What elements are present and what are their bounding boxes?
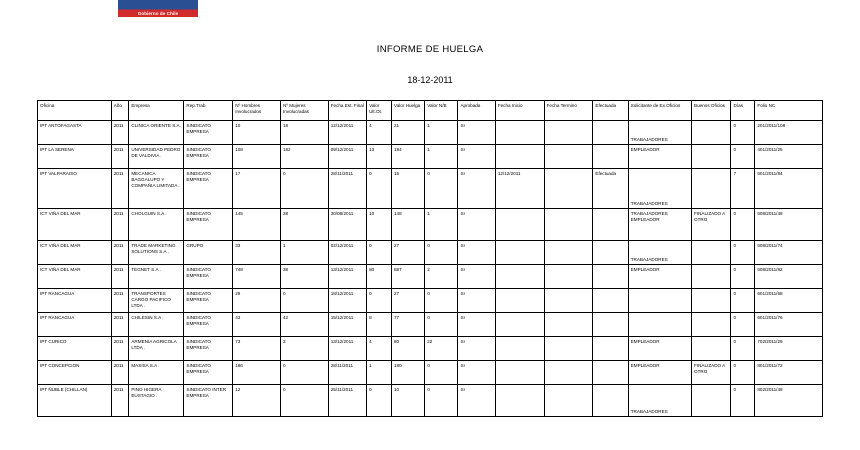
document-date: 18-12-2011: [407, 75, 453, 85]
executed-cell: [593, 337, 628, 361]
strike-value-cell: 194: [392, 145, 425, 169]
company-cell: TRADE MARKETING SOLUTIONS S.A .: [129, 241, 184, 265]
nb-value-cell: 0: [425, 289, 458, 313]
requester-cell: EMPLEADOR: [628, 337, 691, 361]
oficina-cell: ICT VIÑA DEL MAR: [38, 241, 112, 265]
column-header: Fecha Termino: [544, 101, 593, 121]
representation-cell: SINDICATO EMPRESA: [184, 313, 233, 337]
oficina-cell: ICT VIÑA DEL MAR: [38, 209, 112, 241]
requester-cell: TRABAJADORES: [628, 385, 691, 417]
end-date-cell: 28/11/2011: [328, 169, 366, 209]
men-count-cell: 186: [233, 361, 281, 385]
strike-value-cell: 887: [392, 265, 425, 289]
executed-cell: [593, 209, 628, 241]
finish-date-cell: [544, 209, 593, 241]
end-date-cell: 28/11/2011: [328, 361, 366, 385]
table-row: [38, 145, 823, 169]
approved-cell: SI: [458, 121, 495, 145]
company-cell: MASISA S.A .: [129, 361, 184, 385]
days-cell: 0: [731, 313, 755, 337]
nb-value-cell: 1: [425, 121, 458, 145]
women-count-cell: 0: [280, 361, 328, 385]
days-cell: 0: [731, 385, 755, 417]
good-offices-cell: FINALIZADO A OTRO: [692, 361, 731, 385]
good-offices-cell: [692, 145, 731, 169]
approved-cell: SI: [458, 361, 495, 385]
nb-value-cell: 2: [425, 265, 458, 289]
folio-cell: 508/2011/82: [755, 265, 823, 289]
company-cell: UNIVERSIDAD PEDRO DE VALDIVIA .: [129, 145, 184, 169]
nb-value-cell: 22: [425, 337, 458, 361]
women-count-cell: 42: [280, 313, 328, 337]
finish-date-cell: [544, 145, 593, 169]
column-header: Oficina: [38, 101, 112, 121]
last-offer-cell: 0: [367, 241, 392, 265]
oficina-cell: IPT ANTOFAGASTA: [38, 121, 112, 145]
oficina-cell: IPT LA SERENA: [38, 145, 112, 169]
start-date-cell: [495, 265, 544, 289]
year-cell: 2011: [111, 209, 129, 241]
company-cell: CLINICA ORIENTE S.A.: [129, 121, 184, 145]
strike-value-cell: 180: [392, 361, 425, 385]
column-header: Solicitante de Ex.Oficios: [628, 101, 691, 121]
nb-value-cell: 0: [425, 385, 458, 417]
women-count-cell: 18: [280, 121, 328, 145]
men-count-cell: 73: [233, 337, 281, 361]
column-header: Buenos Oficios: [692, 101, 731, 121]
finish-date-cell: [544, 169, 593, 209]
end-date-cell: 25/11/2011: [328, 385, 366, 417]
requester-cell: [628, 289, 691, 313]
finish-date-cell: [544, 337, 593, 361]
folio-cell: 201/2011/108: [755, 121, 823, 145]
column-header: Nº Hombres Involucrados: [233, 101, 281, 121]
end-date-cell: 02/12/2011: [328, 241, 366, 265]
finish-date-cell: [544, 289, 593, 313]
approved-cell: SI: [458, 169, 495, 209]
men-count-cell: 17: [233, 169, 281, 209]
executed-cell: [593, 289, 628, 313]
year-cell: 2011: [111, 121, 129, 145]
company-cell: CHOLGUIN S.A .: [129, 209, 184, 241]
approved-cell: SI: [458, 313, 495, 337]
men-count-cell: 108: [233, 145, 281, 169]
representation-cell: SINDICATO INTER EMPRESA: [184, 385, 233, 417]
last-offer-cell: 8: [367, 313, 392, 337]
strike-report-table: [37, 100, 823, 417]
representation-cell: SINDICATO EMPRESA: [184, 121, 233, 145]
nb-value-cell: 1: [425, 145, 458, 169]
table-row: [38, 209, 823, 241]
representation-cell: SINDICATO EMPRESA: [184, 209, 233, 241]
requester-cell: [628, 313, 691, 337]
finish-date-cell: [544, 361, 593, 385]
executed-cell: [593, 385, 628, 417]
year-cell: 2011: [111, 169, 129, 209]
men-count-cell: 12: [233, 385, 281, 417]
executed-cell: Efectuada: [593, 169, 628, 209]
nb-value-cell: 1: [425, 209, 458, 241]
last-offer-cell: 4: [367, 121, 392, 145]
strike-value-cell: 15: [392, 169, 425, 209]
year-cell: 2011: [111, 385, 129, 417]
year-cell: 2011: [111, 337, 129, 361]
approved-cell: SI: [458, 289, 495, 313]
good-offices-cell: [692, 169, 731, 209]
end-date-cell: 13/12/2011: [328, 337, 366, 361]
strike-value-cell: 27: [392, 289, 425, 313]
finish-date-cell: [544, 121, 593, 145]
column-header: Rep.Trab.: [184, 101, 233, 121]
last-offer-cell: 13: [367, 145, 392, 169]
nb-value-cell: 0: [425, 169, 458, 209]
men-count-cell: 748: [233, 265, 281, 289]
folio-cell: 508/2011/48: [755, 209, 823, 241]
start-date-cell: [495, 361, 544, 385]
good-offices-cell: [692, 121, 731, 145]
good-offices-cell: [692, 241, 731, 265]
last-offer-cell: 4: [367, 337, 392, 361]
end-date-cell: 30/08/2011: [328, 209, 366, 241]
nb-value-cell: 0: [425, 361, 458, 385]
representation-cell: SINDICATO EMPRESA: [184, 337, 233, 361]
table-header-row: [38, 101, 823, 121]
finish-date-cell: [544, 265, 593, 289]
strike-value-cell: 148: [392, 209, 425, 241]
good-offices-cell: [692, 337, 731, 361]
men-count-cell: 33: [233, 241, 281, 265]
men-count-cell: 10: [233, 121, 281, 145]
oficina-cell: IPT RANCAGUA: [38, 313, 112, 337]
oficina-cell: IPT RANCAGUA: [38, 289, 112, 313]
year-cell: 2011: [111, 289, 129, 313]
column-header: Días: [731, 101, 755, 121]
nb-value-cell: 0: [425, 313, 458, 337]
table-row: [38, 385, 823, 417]
men-count-cell: 145: [233, 209, 281, 241]
year-cell: 2011: [111, 145, 129, 169]
year-cell: 2011: [111, 313, 129, 337]
start-date-cell: [495, 289, 544, 313]
folio-cell: 601/2011/68: [755, 289, 823, 313]
oficina-cell: IPT ÑUBLE (CHILLAN): [38, 385, 112, 417]
good-offices-cell: [692, 385, 731, 417]
column-header: Nº Mujeres Involucradas: [280, 101, 328, 121]
executed-cell: [593, 265, 628, 289]
start-date-cell: [495, 241, 544, 265]
table-row: [38, 265, 823, 289]
executed-cell: [593, 145, 628, 169]
approved-cell: SI: [458, 385, 495, 417]
last-offer-cell: 10: [367, 209, 392, 241]
end-date-cell: 13/12/2011: [328, 265, 366, 289]
start-date-cell: [495, 313, 544, 337]
table-row: [38, 337, 823, 361]
women-count-cell: 3: [280, 337, 328, 361]
days-cell: 0: [731, 265, 755, 289]
table-row: [38, 121, 823, 145]
strike-value-cell: 80: [392, 337, 425, 361]
executed-cell: [593, 121, 628, 145]
table-row: [38, 241, 823, 265]
requester-cell: TRABAJADORES: [628, 121, 691, 145]
oficina-cell: IPT CONCEPCION: [38, 361, 112, 385]
company-cell: CHILESIN S.A .: [129, 313, 184, 337]
company-cell: MECANICA BAGGALUPO Y COMPAÑIA LIMITADA .: [129, 169, 184, 209]
representation-cell: GRUPO: [184, 241, 233, 265]
days-cell: 0: [731, 361, 755, 385]
men-count-cell: 43: [233, 313, 281, 337]
good-offices-cell: [692, 265, 731, 289]
year-cell: 2011: [111, 241, 129, 265]
start-date-cell: [495, 145, 544, 169]
executed-cell: [593, 313, 628, 337]
folio-cell: 702/2011/29: [755, 337, 823, 361]
document-title: INFORME DE HUELGA: [376, 44, 484, 55]
strike-value-cell: 27: [392, 241, 425, 265]
year-cell: 2011: [111, 265, 129, 289]
days-cell: 0: [731, 209, 755, 241]
folio-cell: 508/2011/74: [755, 241, 823, 265]
executed-cell: [593, 241, 628, 265]
column-header: Fecha Inicio: [495, 101, 544, 121]
good-offices-cell: [692, 289, 731, 313]
women-count-cell: 182: [280, 145, 328, 169]
finish-date-cell: [544, 313, 593, 337]
gobierno-logo: [118, 0, 198, 17]
column-header: Valor N/B: [425, 101, 458, 121]
folio-cell: 801/2011/72: [755, 361, 823, 385]
oficina-cell: IPT VALPARAISO: [38, 169, 112, 209]
last-offer-cell: 0: [367, 169, 392, 209]
finish-date-cell: [544, 241, 593, 265]
approved-cell: SI: [458, 265, 495, 289]
end-date-cell: 15/12/2011: [328, 313, 366, 337]
column-header: Fecha Est. Final: [328, 101, 366, 121]
days-cell: 0: [731, 337, 755, 361]
start-date-cell: 12/12/2011: [495, 169, 544, 209]
start-date-cell: [495, 121, 544, 145]
column-header: Aprobada: [458, 101, 495, 121]
oficina-cell: ICT VIÑA DEL MAR: [38, 265, 112, 289]
requester-cell: EMPLEADOR: [628, 361, 691, 385]
folio-cell: 501/2011/84: [755, 169, 823, 209]
days-cell: 0: [731, 145, 755, 169]
women-count-cell: 28: [280, 209, 328, 241]
start-date-cell: [495, 209, 544, 241]
representation-cell: SINDICATO EMPRESA: [184, 169, 233, 209]
company-cell: TEGNET S.A .: [129, 265, 184, 289]
days-cell: 0: [731, 241, 755, 265]
women-count-cell: 0: [280, 289, 328, 313]
requester-cell: EMPLEADOR: [628, 145, 691, 169]
oficina-cell: IPT CURICO: [38, 337, 112, 361]
company-cell: PINO HIGERA EUSTAGIO .: [129, 385, 184, 417]
table-row: [38, 289, 823, 313]
approved-cell: SI: [458, 209, 495, 241]
women-count-cell: 38: [280, 265, 328, 289]
approved-cell: SI: [458, 337, 495, 361]
folio-cell: 601/2011/76: [755, 313, 823, 337]
company-cell: TRANSPORTES CARGO PACIFICO LTDA .: [129, 289, 184, 313]
logo-text: Gobierno de Chile: [137, 11, 179, 16]
end-date-cell: 18/12/2011: [328, 289, 366, 313]
column-header: Empresa: [129, 101, 184, 121]
last-offer-cell: 1: [367, 361, 392, 385]
table-row: [38, 169, 823, 209]
days-cell: 0: [731, 289, 755, 313]
requester-cell: EMPLEADOR: [628, 265, 691, 289]
requester-cell: TRABAJADORES: [628, 169, 691, 209]
strike-value-cell: 77: [392, 313, 425, 337]
strike-value-cell: 10: [392, 385, 425, 417]
year-cell: 2011: [111, 361, 129, 385]
women-count-cell: 1: [280, 241, 328, 265]
requester-cell: TRABAJADORES EMPLEADOR: [628, 209, 691, 241]
approved-cell: SI: [458, 241, 495, 265]
men-count-cell: 29: [233, 289, 281, 313]
requester-cell: TRABAJADORES: [628, 241, 691, 265]
good-offices-cell: [692, 313, 731, 337]
last-offer-cell: 0: [367, 289, 392, 313]
nb-value-cell: 0: [425, 241, 458, 265]
finish-date-cell: [544, 385, 593, 417]
executed-cell: [593, 361, 628, 385]
column-header: Valor Ult.Ot.: [367, 101, 392, 121]
table-body: [38, 121, 823, 417]
column-header: Folio NC: [755, 101, 823, 121]
folio-cell: 802/2011/48: [755, 385, 823, 417]
women-count-cell: 0: [280, 169, 328, 209]
representation-cell: SINDICATO EMPRESA: [184, 289, 233, 313]
last-offer-cell: 80: [367, 265, 392, 289]
column-header: Valor Huelga: [392, 101, 425, 121]
column-header: Efectuada: [593, 101, 628, 121]
days-cell: 0: [731, 121, 755, 145]
women-count-cell: 0: [280, 385, 328, 417]
start-date-cell: [495, 337, 544, 361]
last-offer-cell: 0: [367, 385, 392, 417]
strike-value-cell: 21: [392, 121, 425, 145]
representation-cell: SINDICATO EMPRESA: [184, 265, 233, 289]
column-header: Año: [111, 101, 129, 121]
folio-cell: 401/2011/25: [755, 145, 823, 169]
end-date-cell: 12/12/2011: [328, 121, 366, 145]
days-cell: 7: [731, 169, 755, 209]
table-row: [38, 361, 823, 385]
approved-cell: SI: [458, 145, 495, 169]
representation-cell: SINDICATO EMPRESA: [184, 361, 233, 385]
table-row: [38, 313, 823, 337]
company-cell: ARMENIA AGRICOLA LTDA .: [129, 337, 184, 361]
representation-cell: SINDICATO EMPRESA: [184, 145, 233, 169]
end-date-cell: 09/12/2011: [328, 145, 366, 169]
good-offices-cell: FINALIZADO A OTRO: [692, 209, 731, 241]
start-date-cell: [495, 385, 544, 417]
